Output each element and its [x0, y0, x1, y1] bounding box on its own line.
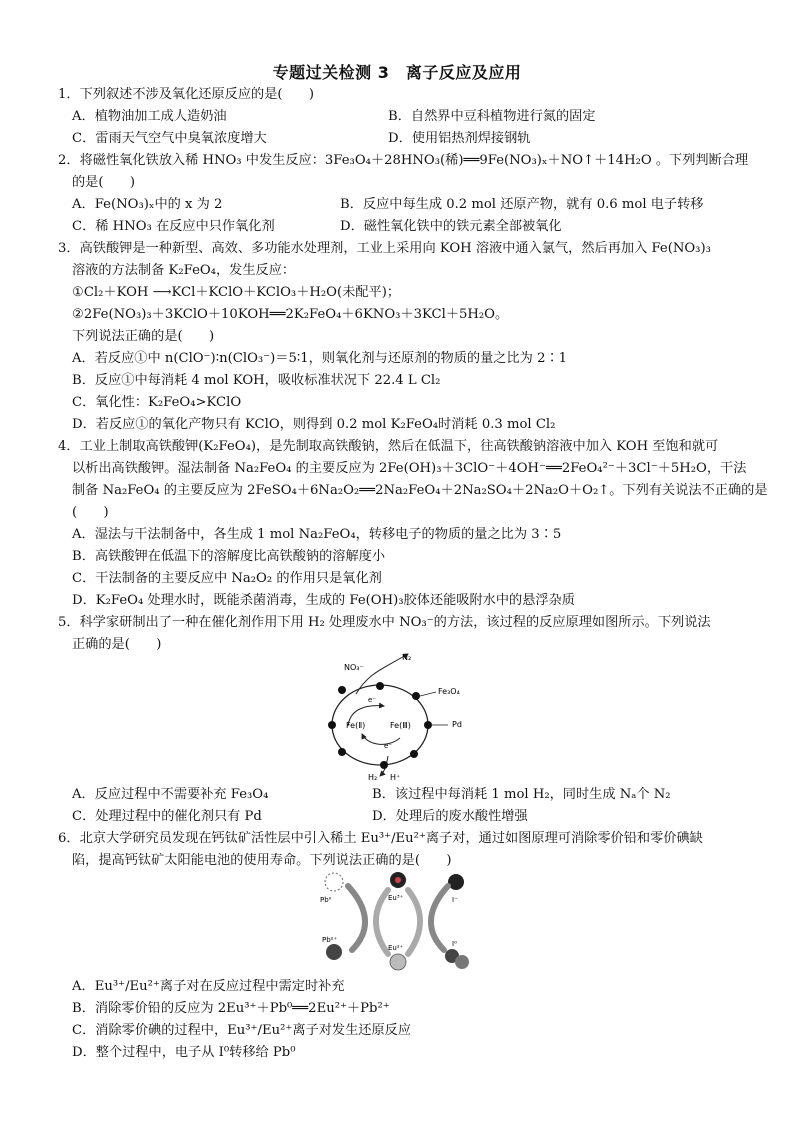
q4-option-c: C．干法制备的主要反应中 Na₂O₂ 的作用只是氧化剂 — [72, 571, 382, 586]
fig5-hplus-label: H⁺ — [390, 773, 401, 782]
q4-stem-line-4: ( ) — [72, 505, 109, 520]
q6-option-a: A．Eu³⁺/Eu²⁺离子对在反应过程中需定时补充 — [72, 979, 345, 994]
q5-option-b: B．该过程中每消耗 1 mol H₂，同时生成 Nₐ个 N₂ — [372, 787, 671, 802]
q1-option-a: A．植物油加工成人造奶油 — [72, 109, 227, 124]
eu2-ion — [390, 954, 406, 970]
q4-stem-line-1: 4．工业上制取高铁酸钾(K₂FeO₄)，是先制取高铁酸钠，然后在低温下，往高铁酸钠溶液中加入 KOH 至饱和就可 — [58, 439, 719, 454]
q3-reaction-2: ②2Fe(NO₃)₃＋3KClO＋10KOH══2K₂FeO₄＋6KNO₃＋3KCl＋5H₂O。 — [72, 307, 509, 322]
cycle-dot — [328, 721, 336, 729]
cycle-dot — [338, 686, 346, 694]
q5-option-d: D．处理后的废水酸性增强 — [372, 809, 528, 824]
q5-option-a: A．反应过程中不需要补充 Fe₃O₄ — [72, 787, 269, 802]
left-inner-arrow — [376, 890, 388, 954]
q4-stem-line-2: 以析出高铁酸钾。湿法制备 Na₂FeO₄ 的主要反应为 2Fe(OH)₃＋3ClO⁻＋4OH⁻══2FeO₄²⁻＋3Cl⁻＋5H₂O，干法 — [72, 461, 747, 476]
q3-reaction-1: ①Cl₂＋KOH ⟶KCl＋KClO＋KClO₃＋H₂O(未配平)； — [72, 285, 401, 300]
q2-option-c: C．稀 HNO₃ 在反应中只作氧化剂 — [72, 219, 275, 234]
cycle-dot — [338, 748, 346, 756]
inner-arrow-bottom — [362, 734, 400, 744]
q3-option-c: C．氧化性：K₂FeO₄>KClO — [72, 395, 242, 410]
q2-option-b: B．反应中每生成 0.2 mol 还原产物，就有 0.6 mol 电子转移 — [340, 197, 704, 212]
q4-option-a: A．湿法与干法制备中，各生成 1 mol Na₂FeO₄，转移电子的物质的量之比为 3∶5 — [72, 527, 562, 542]
cycle-dot — [424, 721, 432, 729]
q1-option-b: B．自然界中豆科植物进行氮的固定 — [388, 109, 596, 124]
fig5-h2-label: H₂ — [368, 773, 378, 782]
q4-option-b: B．高铁酸钾在低温下的溶解度比高铁酸钠的溶解度小 — [72, 549, 386, 564]
fig5-fe3o4-label: Fe₃O₄ — [438, 687, 460, 696]
fig6-pb0-label: Pb⁰ — [320, 896, 332, 904]
q3-stem-line-1: 3．高铁酸钾是一种新型、高效、多功能水处理剂，工业上采用向 KOH 溶液中通入氯气，然后再加入 Fe(NO₃)₃ — [58, 241, 711, 256]
q6-option-b: B．消除零价铅的反应为 2Eu³⁺＋Pb⁰══2Eu²⁺＋Pb²⁺ — [72, 1001, 390, 1016]
i0-atom-2 — [455, 955, 469, 969]
pb2-ion — [326, 944, 342, 960]
q5-stem-line-1: 5．科学家研制出了一种在催化剂作用下用 H₂ 处理废水中 NO₃⁻的方法，该过程的反应原理如图所示。下列说法 — [58, 615, 711, 630]
q2-option-d: D．磁性氧化铁中的铁元素全部被氧化 — [340, 219, 562, 234]
q1-stem-line-1: 1．下列叙述不涉及氧化还原反应的是( ) — [58, 87, 315, 102]
fig5-fe3-label: Fe(Ⅲ) — [390, 721, 411, 730]
left-outer-arrow — [348, 886, 365, 950]
fig6-iminus-label: I⁻ — [452, 896, 458, 904]
q2-option-a: A．Fe(NO₃)ₓ中的 x 为 2 — [72, 197, 223, 212]
q5-stem-line-2: 正确的是( ) — [72, 637, 162, 652]
fig6-eu2-label: Eu²⁺ — [388, 944, 404, 952]
q2-stem-line-2: 的是( ) — [72, 175, 136, 190]
cycle-dot — [410, 750, 418, 758]
cycle-dot — [376, 682, 384, 690]
fig5-pd-label: Pd — [452, 720, 462, 729]
q4-stem-line-3: 制备 Na₂FeO₄ 的主要反应为 2FeSO₄＋6Na₂O₂══2Na₂FeO₄＋2Na₂SO₄＋2Na₂O＋O₂↑。下列有关说法不正确的是 — [72, 483, 768, 498]
fig6-eu3-label: Eu³⁺ — [388, 894, 404, 902]
q6-option-c: C．消除零价碘的过程中，Eu³⁺/Eu²⁺离子对发生还原反应 — [72, 1023, 412, 1038]
figure-5-catalytic-cycle — [328, 648, 476, 783]
q5-option-c: C．处理过程中的催化剂只有 Pd — [72, 809, 262, 824]
q3-option-a: A．若反应①中 n(ClO⁻)∶n(ClO₃⁻)＝5∶1，则氧化剂与还原剂的物质的量之比为 2∶1 — [72, 351, 568, 366]
cycle-dot — [412, 692, 420, 700]
q1-option-d: D．使用铝热剂焊接钢轨 — [388, 131, 531, 146]
eu3-ion-core — [395, 877, 401, 883]
q6-stem-line-2: 陷，提高钙钛矿太阳能电池的使用寿命。下列说法正确的是( ) — [72, 853, 452, 868]
q3-option-d: D．若反应①的氧化产物只有 KClO，则得到 0.2 mol K₂FeO₄时消耗 0.3 mol Cl₂ — [72, 417, 556, 432]
fig5-electron-top: e⁻ — [368, 696, 377, 704]
q6-stem-line-1: 6．北京大学研究员发现在钙钛矿活性层中引入稀土 Eu³⁺/Eu²⁺离子对，通过如图原理可消除零价铅和零价碘缺 — [58, 831, 703, 846]
pb0-atom — [325, 873, 343, 891]
cycle-dot — [380, 761, 388, 769]
fig6-i0-label: I⁰ — [452, 940, 457, 948]
fig5-no3-label: NO₃⁻ — [344, 663, 364, 672]
fig5-fe2-label: Fe(Ⅱ) — [346, 721, 366, 730]
q3-stem-line-2: 溶液的方法制备 K₂FeO₄，发生反应： — [72, 263, 296, 278]
figure-6-redox-cycle — [318, 870, 478, 974]
q3-option-b: B．反应①中每消耗 4 mol KOH，吸收标准状况下 22.4 L Cl₂ — [72, 373, 441, 388]
right-inner-arrow — [408, 890, 420, 954]
q2-stem-line-1: 2．将磁性氧化铁放入稀 HNO₃ 中发生反应：3Fe₃O₄＋28HNO₃(稀)══9Fe(NO₃)ₓ＋NO↑＋14H₂O 。下列判断合理 — [58, 153, 749, 168]
right-outer-arrow — [431, 886, 448, 950]
fig5-fe3o4-pointer — [420, 692, 436, 696]
q3-stem-line-5: 下列说法正确的是( ) — [72, 329, 215, 344]
fig5-n2-label: N₂ — [402, 653, 412, 662]
fig5-electron-bottom: e⁻ — [384, 742, 393, 750]
page-title: 专题过关检测 3 离子反应及应用 — [272, 63, 522, 82]
q1-option-c: C．雷雨天气空气中臭氧浓度增大 — [72, 131, 267, 146]
q4-option-d: D．K₂FeO₄ 处理水时，既能杀菌消毒，生成的 Fe(OH)₃胶体还能吸附水中的悬浮杂质 — [72, 593, 575, 608]
q6-option-d: D．整个过程中，电子从 I⁰转移给 Pb⁰ — [72, 1045, 296, 1060]
fig6-pb2-label: Pb²⁺ — [322, 936, 338, 944]
